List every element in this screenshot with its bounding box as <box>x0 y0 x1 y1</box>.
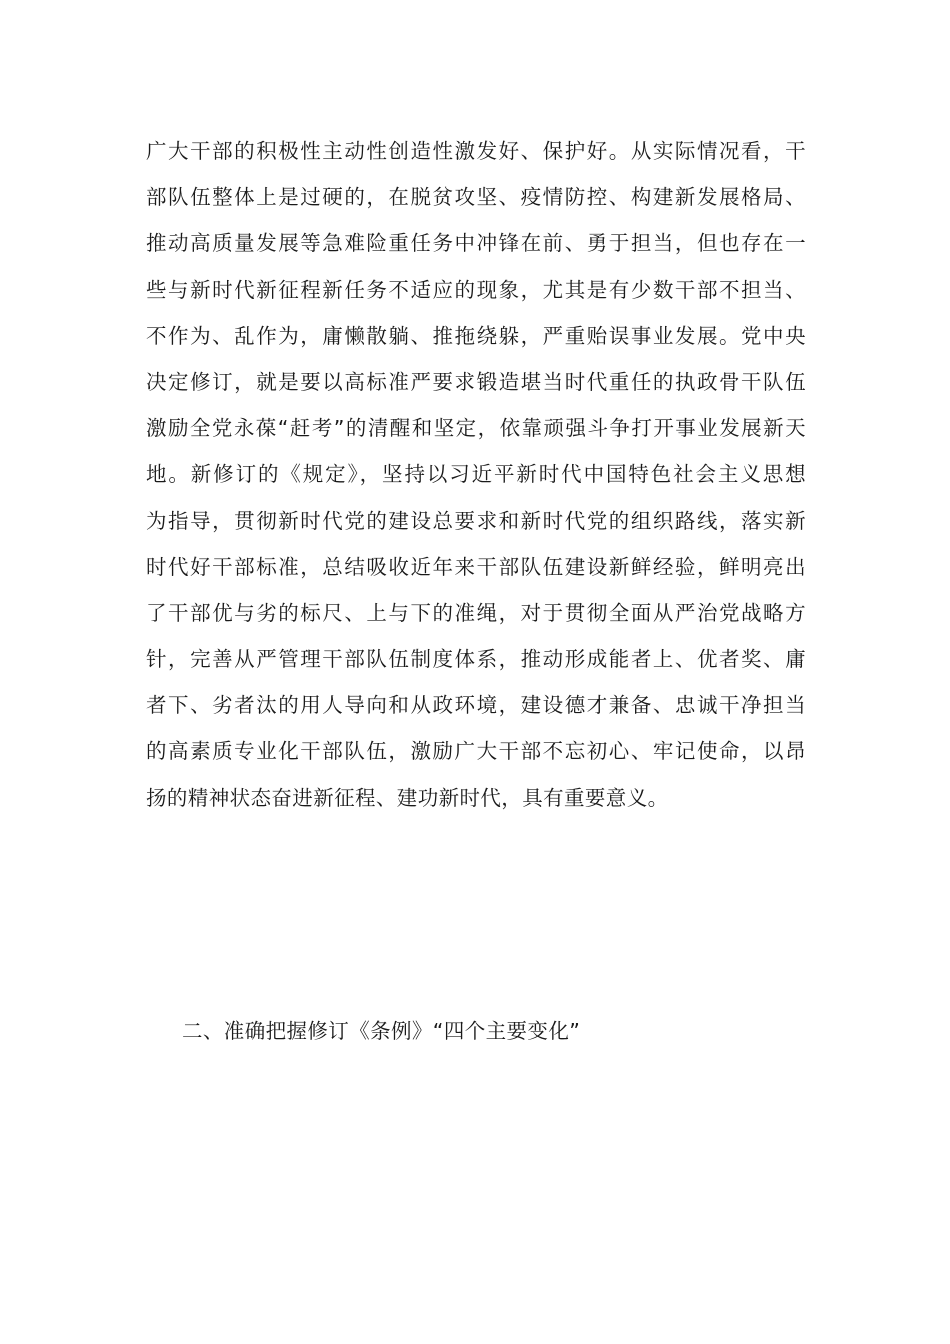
paragraph-line: 为指导，贯彻新时代党的建设总要求和新时代党的组织路线，落实新 <box>146 508 806 533</box>
paragraph-line: 广大干部的积极性主动性创造性激发好、保护好。从实际情况看，干 <box>146 139 806 163</box>
paragraph-line-last: 扬的精神状态奋进新征程、建功新时代，具有重要意义。 <box>146 785 669 810</box>
paragraph-line: 地。新修订的《规定》，坚持以习近平新时代中国特色社会主义思想 <box>146 462 806 487</box>
paragraph-line: 了干部优与劣的标尺、上与下的准绳，对于贯彻全面从严治党战略方 <box>146 600 806 625</box>
paragraph-line: 部队伍整体上是过硬的，在脱贫攻坚、疫情防控、构建新发展格局、 <box>146 185 806 210</box>
paragraph-line: 针，完善从严管理干部队伍制度体系，推动形成能者上、优者奖、庸 <box>146 647 806 672</box>
paragraph-line: 推动高质量发展等急难险重任务中冲锋在前、勇于担当，但也存在一 <box>146 231 806 256</box>
paragraph-line: 者下、劣者汰的用人导向和从政环境，建设德才兼备、忠诚干净担当 <box>146 693 806 718</box>
paragraph-line: 不作为、乱作为，庸懒散躺、推拖绕躲，严重贻误事业发展。党中央 <box>146 323 806 348</box>
paragraph-line: 的高素质专业化干部队伍，激励广大干部不忘初心、牢记使命，以昂 <box>146 739 806 764</box>
section-heading: 二、准确把握修订《条例》“四个主要变化” <box>182 1019 581 1043</box>
body-paragraph <box>146 128 806 821</box>
paragraph-line: 激励全党永葆“赶考”的清醒和坚定，依靠顽强斗争打开事业发展新天 <box>146 416 806 441</box>
paragraph-line: 些与新时代新征程新任务不适应的现象，尤其是有少数干部不担当、 <box>146 277 806 302</box>
paragraph-line: 时代好干部标准，总结吸收近年来干部队伍建设新鲜经验，鲜明亮出 <box>146 554 806 579</box>
paragraph-line: 决定修订，就是要以高标准严要求锻造堪当时代重任的执政骨干队伍 <box>146 369 806 394</box>
